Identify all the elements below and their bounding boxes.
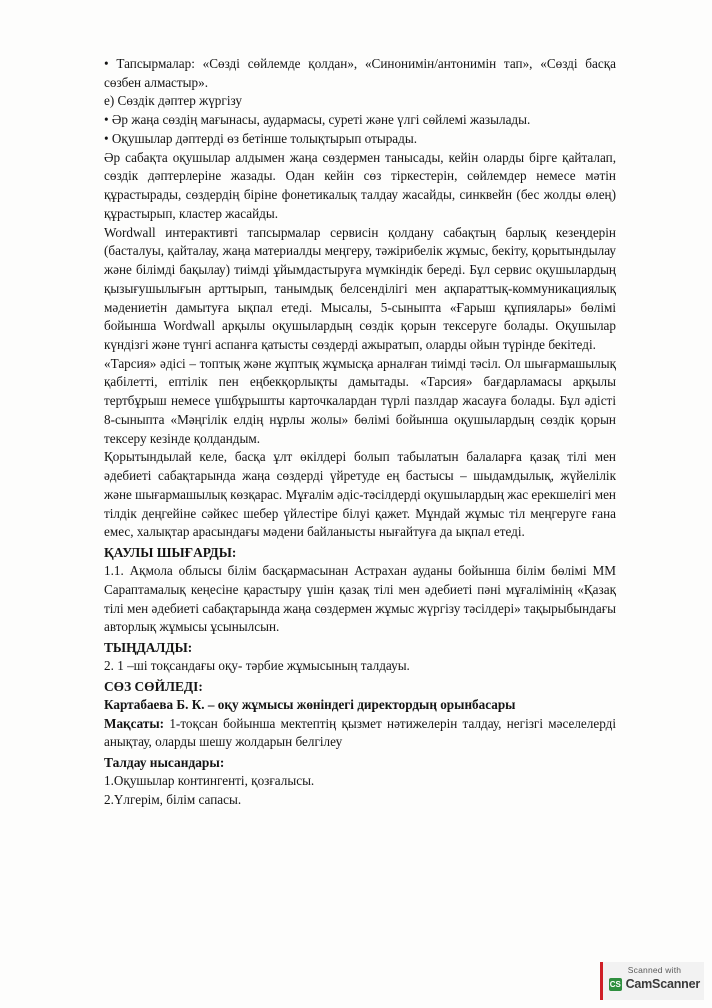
- camscanner-icon: CS: [609, 979, 621, 989]
- paragraph-conclusion: Қорытындылай келе, басқа ұлт өкілдері болып табылатын балаларға қазақ тілі мен әдебиеті сабақтарында жаңа сөздерді үйретуде ең бастысы – шыдамдылық, жүйелілік және шығармашылық көзқарас. Мұғалім әдіс-тәсілдерді оқушылардың жас ерекшелігі мен тілдік деңгейіне сәйкес шебер үйлестіре білуі қажет. Мұндай жұмыс тіл меңгеруге ғана емес, халықтар арасындағы мәдени байланысты нығайтуға да ықпал етеді.: [104, 449, 616, 540]
- watermark-line-1: Scanned with: [627, 965, 682, 975]
- section-heading-listened: ТЫҢДАЛДЫ:: [104, 640, 193, 656]
- speech-goal-text: 1-тоқсан бойынша мектептің қызмет нәтижелерін талдау, негізгі мәселелерді анықтау, оларды шешу жолдарын белгілеу: [104, 715, 616, 750]
- watermark-line-2: CamScanner: [625, 977, 700, 991]
- analysis-heading: Талдау нысандары:: [104, 755, 225, 771]
- section-body-listened: 2. 1 –ші тоқсандағы оқу- тәрбие жұмысының талдауы.: [104, 658, 410, 674]
- camscanner-watermark: [600, 962, 704, 1000]
- paragraph-student-fill: • Оқушылар дәптерді өз бетінше толықтырып отырады.: [104, 130, 418, 146]
- paragraph-lesson-flow: Әр сабақта оқушылар алдымен жаңа сөздермен танысады, кейін оларды бірге қайталап, сөздік дәптерлеріне жазады. Одан кейін сөз тіркестерін, сөйлемдер немесе мәтін құрастырады, сөздердің біріне фонетикалық талдау жасайды, синквейн (бес жолды өлең) құрастырып, кластер жасайды.: [104, 149, 616, 221]
- section-heading-decision: ҚАУЛЫ ШЫҒАРДЫ:: [104, 545, 237, 561]
- speech-speaker: Картабаева Б. К. – оқу жұмысы жөніндегі директордың орынбасары: [104, 696, 516, 712]
- paragraph-word-details: • Әр жаңа сөздің мағынасы, аудармасы, суреті және үлгі сөйлемі жазылады.: [104, 112, 531, 128]
- analysis-item-2: 2.Үлгерім, білім сапасы.: [104, 791, 242, 807]
- paragraph-tasks: • Тапсырмалар: «Сөзді сөйлемде қолдан», «Синонимін/антонимін тап», «Сөзді басқа сөзбен алмастыр».: [104, 56, 616, 90]
- section-heading-speech: СӨЗ СӨЙЛЕДІ:: [104, 678, 203, 694]
- analysis-item-1: 1.Оқушылар контингенті, қозғалысы.: [104, 773, 315, 789]
- paragraph-wordwall: Wordwall интерактивті тапсырмалар сервисін қолдану сабақтың барлық кезеңдерін (басталуы, қайталау, жаңа материалды меңгеру, тәжірибелік жұмыс, бекіту, қорытындылау және білімді бақылау) тиімді ұйымдастыруға мүмкіндік береді. Бұл сервис оқушылардың қызығушылығын арттырып, танымдық белсенділігі мен ақпараттық-коммуникациялық мәдениетін дамытуға ықпал етеді. Мысалы, 5-сыныпта «Ғарыш құпиялары» бөлімі бойынша Wordwall арқылы оқушылардың сөздік қорын тексеруге болады. Оқушылар күндізгі және түнгі аспанға қатысты сөздерді ажыратып, оларды ойын түрінде бекітеді.: [104, 224, 616, 353]
- speech-goal-label: Мақсаты:: [104, 715, 165, 731]
- watermark-brand-row: [609, 977, 700, 991]
- speech-goal: [104, 715, 616, 752]
- paragraph-tarsia: «Тарсия» әдісі – топтық және жұптық жұмысқа арналған тиімді тәсіл. Ол шығармашылық қабілетті, ептілік пен еңбекқорлықты дамытады. «Тарсия» бағдарламасы арқылы тертбұрыш немесе үшбұрышты карточкалардан түрлі пазлдар жасауға болады. Бұл әдісті 8-сыныпта «Мәңгілік елдің нұрлы жолы» бөлімі бойынша оқушылардың сөздік қорын тексеру кезінде қолдандым.: [104, 355, 616, 446]
- section-body-decision: 1.1. Ақмола облысы білім басқармасынан Астрахан ауданы бойынша білім бөлімі ММ Сараптамалық кеңесіне қарастыру үшін қазақ тілі мен әдебиеті пәні мұғалімінің «Қазақ тілі мен әдебиеті сабақтарында жаңа сөздермен жұмыс жүргізу тәсілдері» тақырыбындағы авторлық жұмысы ұсынылсын.: [104, 563, 617, 635]
- document-body: [104, 55, 616, 810]
- paragraph-vocab-notebook: е) Сөздік дәптер жүргізу: [104, 93, 243, 109]
